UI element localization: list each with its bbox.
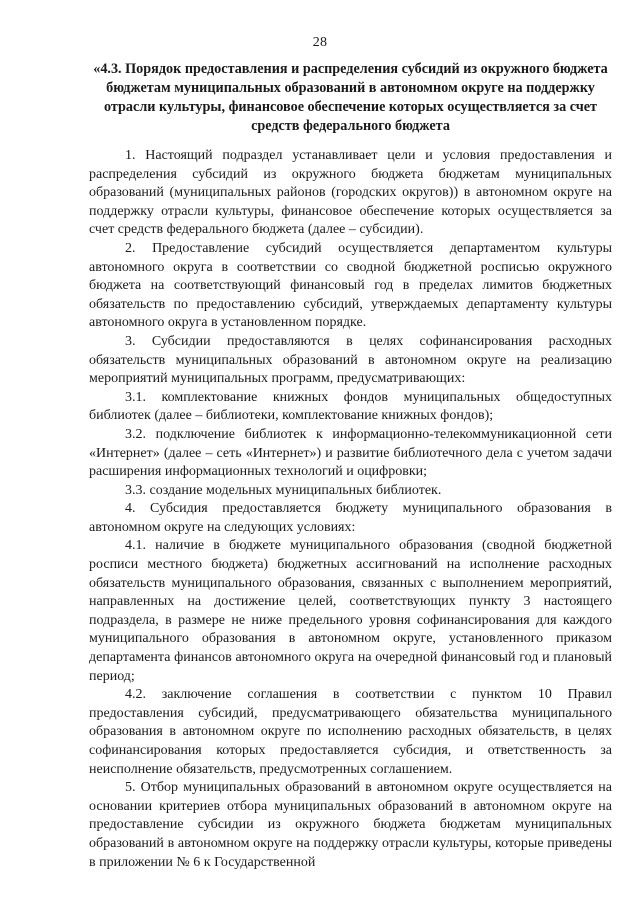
paragraph-4-2: 4.2. заключение соглашения в соответствии с пунктом 10 Правил предоставления субсидий, предусматривающего обязательства муниципального образования в автономном округе по исполнению расходных обязательств, в целях софинансирования которых предоставляется субсидия, и ответственность за неисполнение обязательств, предусмотренных соглашением. <box>89 687 612 777</box>
paragraph-3-3: 3.3. создание модельных муниципальных библиотек. <box>125 482 442 498</box>
paragraph-2: 2. Предоставление субсидий осуществляется департаментом культуры автономного округа в соответствии со сводной бюджетной росписью окружного бюджета на соответствующий финансовый год в пределах лимитов бюджетных обязательств по предоставлению субсидий, утверждаемых департаменту культуры автономного округа в установленном порядке. <box>89 240 612 331</box>
page-number: 28 <box>312 35 328 50</box>
paragraph-1: 1. Настоящий подраздел устанавливает цели и условия предоставления и распределения субсидий из окружного бюджета бюджетам муниципальных образований (муниципальных районов (городских округов)) в автономном округе на поддержку отрасли культуры, финансовое обеспечение которых осуществляется за счет средств федерального бюджета (далее – субсидии). <box>89 148 612 238</box>
paragraph-4: 4. Субсидия предоставляется бюджету муниципального образования в автономном округе на следующих условиях: <box>89 501 612 535</box>
document-body <box>89 147 612 872</box>
paragraph-3-2: 3.2. подключение библиотек к информационно-телекоммуникационной сети «Интернет» (далее – сеть «Интернет») и развитие библиотечного дела с учетом задачи расширения информационных технологий и оцифровки; <box>89 426 612 480</box>
section-title: «4.3. Порядок предоставления и распределения субсидий из окружного бюджета бюджетам муниципальных образований в автономном округе на поддержку отрасли культуры, финансовое обеспечение которых осуществляется за счет средств федерального бюджета <box>93 61 608 134</box>
paragraph-3: 3. Субсидии предоставляются в целях софинансирования расходных обязательств муниципальных образований в автономном округе на реализацию мероприятий муниципальных программ, предусматривающих: <box>89 333 612 387</box>
paragraph-5: 5. Отбор муниципальных образований в автономном округе осуществляется на основании критериев отбора муниципальных образований в автономном округе на предоставление субсидии из окружного бюджета бюджетам муниципальных образований в автономном округе на поддержку отрасли культуры, которые приведены в приложении № 6 к Государственной <box>89 780 612 870</box>
paragraph-3-1: 3.1. комплектование книжных фондов муниципальных общедоступных библиотек (далее – библиотеки, комплектование книжных фондов); <box>89 389 612 424</box>
paragraph-4-1: 4.1. наличие в бюджете муниципального образования (сводной бюджетной росписи местного бюджета) бюджетных ассигнований на исполнение расходных обязательств муниципального образования, связанных с выполнением мероприятий, направленных на достижение целей, соответствующих пункту 3 настоящего подраздела, в размере не ниже предельного уровня софинансирования для каждого муниципального образования в автономном округе, установленного приказом департамента финансов автономного округа на очередной финансовый год и плановый период; <box>89 538 612 684</box>
